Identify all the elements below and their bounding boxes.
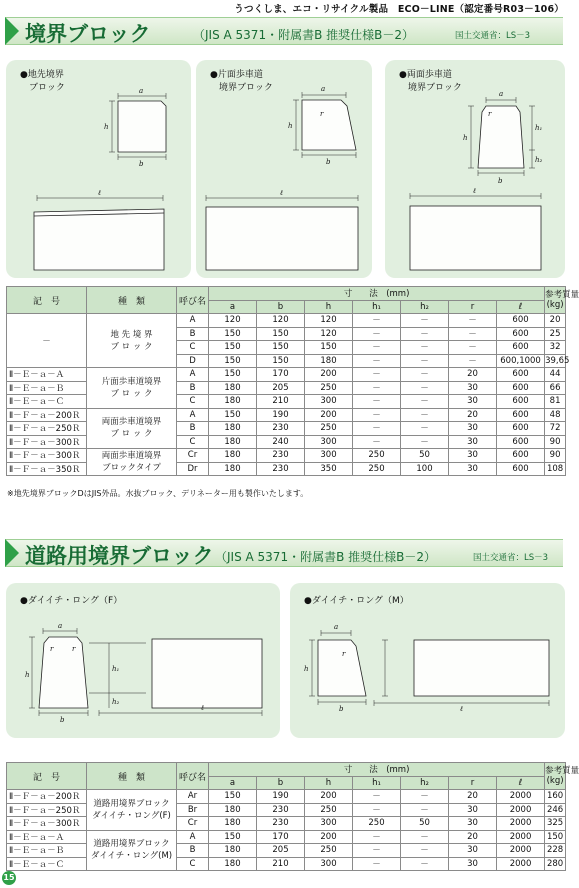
cell-value: 30 bbox=[449, 817, 497, 831]
cell-value: 20 bbox=[449, 790, 497, 804]
cell-value: 250 bbox=[353, 449, 401, 463]
cell-value: 230 bbox=[257, 422, 305, 436]
dim-h-label: h bbox=[104, 123, 109, 131]
cell-code: Ⅱ－Ｆ－ａ－200Ｒ bbox=[7, 408, 87, 422]
cell-value: － bbox=[401, 803, 449, 817]
header-code: 記 号 bbox=[7, 763, 87, 790]
cell-value: 190 bbox=[257, 790, 305, 804]
cell-value: 250 bbox=[353, 817, 401, 831]
cell-name: Cr bbox=[177, 817, 209, 831]
cell-value: 180 bbox=[209, 844, 257, 858]
cell-code: Ⅱ－Ｆ－ａ－300Ｒ bbox=[7, 435, 87, 449]
table-row bbox=[7, 830, 566, 844]
panel-label: ●片面歩車道 境界ブロック bbox=[210, 70, 273, 93]
section1-header bbox=[5, 17, 563, 45]
cell-value: 30 bbox=[449, 435, 497, 449]
cell-value: 44 bbox=[545, 368, 566, 382]
cell-code: Ⅱ－Ｆ－ａ－300Ｒ bbox=[7, 449, 87, 463]
cell-value: － bbox=[401, 381, 449, 395]
cell-code: Ⅱ－Ｅ－ａ－Ｂ bbox=[7, 844, 87, 858]
cell-value: 20 bbox=[449, 408, 497, 422]
cell-name: Cr bbox=[177, 449, 209, 463]
cell-value: 90 bbox=[545, 449, 566, 463]
cell-value: 300 bbox=[305, 395, 353, 409]
cell-value: 2000 bbox=[497, 844, 545, 858]
table-row bbox=[7, 408, 566, 422]
table-row bbox=[7, 790, 566, 804]
section2-standard: （JIS A 5371・附属書B 推奨仕様B－2） bbox=[215, 550, 436, 564]
cell-value: － bbox=[401, 395, 449, 409]
cell-name: C bbox=[177, 857, 209, 871]
section2-header bbox=[5, 539, 563, 567]
header-name: 呼び名 bbox=[177, 287, 209, 314]
dim-l-label: ℓ bbox=[98, 189, 101, 197]
cell-value: 150 bbox=[257, 327, 305, 341]
cell-value: － bbox=[353, 422, 401, 436]
dim-r-label: r bbox=[50, 645, 54, 653]
dim-b-label: b bbox=[339, 705, 344, 713]
cell-value: 350 bbox=[305, 462, 353, 476]
cell-value: 600 bbox=[497, 381, 545, 395]
cell-name: D bbox=[177, 354, 209, 368]
dim-h1-label: h₁ bbox=[112, 665, 120, 673]
cell-value: 72 bbox=[545, 422, 566, 436]
cell-value: － bbox=[401, 790, 449, 804]
cell-value: 200 bbox=[305, 408, 353, 422]
cell-value: 200 bbox=[305, 368, 353, 382]
cell-value: － bbox=[353, 844, 401, 858]
cell-value: 30 bbox=[449, 449, 497, 463]
cell-type: 地 先 境 界 ブ ロ ッ ク bbox=[87, 314, 177, 368]
tagline: うつくしま、エコ・リサイクル製品 ECO－LINE（認定番号R03－106） bbox=[234, 4, 564, 15]
cell-value: － bbox=[401, 830, 449, 844]
cell-value: 250 bbox=[305, 381, 353, 395]
dim-h-label: h bbox=[25, 671, 30, 679]
dim-h2-label: h₂ bbox=[535, 156, 543, 164]
cell-value: 600 bbox=[497, 327, 545, 341]
subheader-r: r bbox=[449, 300, 497, 314]
subheader-h₂: h₂ bbox=[401, 776, 449, 790]
diagram-panel-katamen bbox=[196, 60, 372, 278]
cell-value: 300 bbox=[305, 857, 353, 871]
cell-value: － bbox=[353, 408, 401, 422]
cell-value: 205 bbox=[257, 381, 305, 395]
cell-value: 180 bbox=[209, 857, 257, 871]
footnote: ※地先境界ブロックDはJIS外品。水抜ブロック、デリネーター用も製作いたします。 bbox=[7, 489, 309, 498]
subheader-h₁: h₁ bbox=[353, 776, 401, 790]
dim-l-label: ℓ bbox=[473, 187, 476, 195]
cell-value: 180 bbox=[305, 354, 353, 368]
cell-value: 250 bbox=[305, 803, 353, 817]
cell-value: 39,65 bbox=[545, 355, 570, 366]
dim-a-label: a bbox=[499, 90, 504, 98]
cell-name: A bbox=[177, 314, 209, 328]
cell-type: 片面歩車道境界 ブ ロ ッ ク bbox=[87, 368, 177, 409]
cell-name: B bbox=[177, 844, 209, 858]
section2-ref: 国土交通省：LS－3 bbox=[473, 553, 549, 563]
cell-name: C bbox=[177, 395, 209, 409]
cell-value: 210 bbox=[257, 395, 305, 409]
cell-code: Ⅱ－Ｅ－ａ－Ａ bbox=[7, 830, 87, 844]
cell-value: 150 bbox=[209, 368, 257, 382]
table-row bbox=[7, 314, 566, 328]
cell-value: － bbox=[401, 368, 449, 382]
dim-h-label: h bbox=[463, 134, 468, 142]
cell-name: Br bbox=[177, 803, 209, 817]
cell-name: Ar bbox=[177, 790, 209, 804]
cell-value: － bbox=[353, 327, 401, 341]
cell-code: Ⅱ－Ｆ－ａ－300Ｒ bbox=[7, 817, 87, 831]
table-row bbox=[7, 368, 566, 382]
cell-code: Ⅱ－Ｅ－ａ－Ａ bbox=[7, 368, 87, 382]
subheader-ℓ: ℓ bbox=[497, 300, 545, 314]
cell-value: － bbox=[353, 341, 401, 355]
cell-value: 230 bbox=[257, 803, 305, 817]
subheader-b: b bbox=[257, 776, 305, 790]
cell-name: Dr bbox=[177, 462, 209, 476]
dim-h1-label: h₁ bbox=[535, 124, 543, 132]
cell-code: Ⅱ－Ｆ－ａ－200Ｒ bbox=[7, 790, 87, 804]
cell-value: 30 bbox=[449, 422, 497, 436]
cell-code: Ⅱ－Ｅ－ａ－Ｃ bbox=[7, 395, 87, 409]
cell-value: 150 bbox=[305, 341, 353, 355]
dim-l-label: ℓ bbox=[280, 189, 283, 197]
dim-h-label: h bbox=[304, 665, 309, 673]
diagram-panel-long-m bbox=[290, 583, 565, 738]
subheader-h: h bbox=[305, 776, 353, 790]
cell-value: 600,1000 bbox=[497, 354, 545, 368]
cell-value: 180 bbox=[209, 422, 257, 436]
subheader-a: a bbox=[209, 776, 257, 790]
page-number: 15 bbox=[2, 871, 16, 885]
cell-value: 30 bbox=[449, 381, 497, 395]
cell-value: － bbox=[401, 422, 449, 436]
cell-value: 50 bbox=[401, 449, 449, 463]
cell-value: 30 bbox=[449, 395, 497, 409]
cell-code: Ⅱ－Ｆ－ａ－250Ｒ bbox=[7, 803, 87, 817]
cell-value: － bbox=[449, 354, 497, 368]
cell-value: － bbox=[353, 790, 401, 804]
cell-code: － bbox=[7, 314, 87, 368]
cell-value: 32 bbox=[545, 341, 566, 355]
cell-value: － bbox=[353, 857, 401, 871]
dim-b-label: b bbox=[139, 160, 144, 168]
panel-label: ●ダイイチ・ロング（F） bbox=[20, 596, 123, 606]
cell-value: － bbox=[353, 368, 401, 382]
cell-value: 120 bbox=[209, 314, 257, 328]
cell-value: 150 bbox=[209, 790, 257, 804]
cell-value: － bbox=[449, 314, 497, 328]
diagram-panel-ryomen bbox=[385, 60, 565, 278]
section1-standard: （JIS A 5371・附属書B 推奨仕様B－2） bbox=[193, 28, 414, 42]
cell-value: 2000 bbox=[497, 830, 545, 844]
dim-a-label: a bbox=[321, 85, 326, 93]
cell-code: Ⅱ－Ｅ－ａ－Ｂ bbox=[7, 381, 87, 395]
cell-code: Ⅱ－Ｆ－ａ－350Ｒ bbox=[7, 462, 87, 476]
cell-value: － bbox=[353, 435, 401, 449]
cell-value: 190 bbox=[257, 408, 305, 422]
cell-value: 120 bbox=[305, 327, 353, 341]
subheader-ℓ: ℓ bbox=[497, 776, 545, 790]
cell-value: 600 bbox=[497, 341, 545, 355]
cell-value: － bbox=[353, 803, 401, 817]
cell-value: 48 bbox=[545, 408, 566, 422]
dim-b-label: b bbox=[326, 158, 331, 166]
cell-value: 250 bbox=[353, 462, 401, 476]
cell-name: B bbox=[177, 422, 209, 436]
cell-value: 20 bbox=[545, 314, 566, 328]
cell-value: 180 bbox=[209, 395, 257, 409]
cell-value: 120 bbox=[305, 314, 353, 328]
dim-a-label: a bbox=[58, 622, 63, 630]
cell-value: 280 bbox=[545, 857, 566, 871]
header-code: 記 号 bbox=[7, 287, 87, 314]
cell-value: 180 bbox=[209, 435, 257, 449]
cell-type: 道路用境界ブロック ダイイチ・ロング(F) bbox=[87, 790, 177, 831]
cell-value: 600 bbox=[497, 368, 545, 382]
cell-value: 240 bbox=[257, 435, 305, 449]
dim-a-label: a bbox=[139, 87, 144, 95]
cell-value: － bbox=[401, 341, 449, 355]
dim-r-label: r bbox=[488, 110, 492, 118]
dim-b-label: b bbox=[498, 177, 503, 185]
cell-value: 170 bbox=[257, 368, 305, 382]
cell-value: 150 bbox=[545, 830, 566, 844]
spec-table-2 bbox=[6, 762, 579, 871]
cell-value: 30 bbox=[449, 462, 497, 476]
cell-value: － bbox=[449, 327, 497, 341]
subheader-b: b bbox=[257, 300, 305, 314]
cell-value: 205 bbox=[257, 844, 305, 858]
cell-name: C bbox=[177, 341, 209, 355]
cell-value: 325 bbox=[545, 817, 566, 831]
cell-value: 210 bbox=[257, 857, 305, 871]
cell-value: － bbox=[353, 395, 401, 409]
cell-value: － bbox=[401, 844, 449, 858]
cell-value: 108 bbox=[545, 462, 566, 476]
cell-value: 180 bbox=[209, 462, 257, 476]
cell-value: 150 bbox=[209, 341, 257, 355]
subheader-h₁: h₁ bbox=[353, 300, 401, 314]
dim-l-label: ℓ bbox=[460, 705, 463, 713]
cell-value: 180 bbox=[209, 817, 257, 831]
cell-value: 66 bbox=[545, 381, 566, 395]
cell-value: 230 bbox=[257, 462, 305, 476]
cell-value: 180 bbox=[209, 803, 257, 817]
cell-value: － bbox=[353, 354, 401, 368]
cell-name: A bbox=[177, 408, 209, 422]
cell-value: － bbox=[401, 408, 449, 422]
cell-name: A bbox=[177, 368, 209, 382]
cell-value: 250 bbox=[305, 422, 353, 436]
cell-value: 50 bbox=[401, 817, 449, 831]
cell-value: 30 bbox=[449, 803, 497, 817]
cell-value: 250 bbox=[305, 844, 353, 858]
cell-code: Ⅱ－Ｆ－ａ－250Ｒ bbox=[7, 422, 87, 436]
cell-value: － bbox=[401, 435, 449, 449]
cell-value: 230 bbox=[257, 817, 305, 831]
cell-value: 600 bbox=[497, 408, 545, 422]
dim-b-label: b bbox=[60, 716, 65, 724]
cell-value: 20 bbox=[449, 368, 497, 382]
panel-label: ●ダイイチ・ロング（M） bbox=[304, 596, 409, 606]
cell-value: 200 bbox=[305, 830, 353, 844]
cell-value: 2000 bbox=[497, 817, 545, 831]
cell-value: 600 bbox=[497, 422, 545, 436]
cell-value: 2000 bbox=[497, 790, 545, 804]
cell-value: － bbox=[449, 341, 497, 355]
cell-value: 180 bbox=[209, 449, 257, 463]
panel-label: ●地先境界 ブロック bbox=[20, 70, 65, 93]
panel-label: ●両面歩車道 境界ブロック bbox=[399, 70, 462, 93]
cell-value: 90 bbox=[545, 435, 566, 449]
cell-value: 160 bbox=[545, 790, 566, 804]
cell-value: 100 bbox=[401, 462, 449, 476]
cell-value: 600 bbox=[497, 435, 545, 449]
cell-value: 25 bbox=[545, 327, 566, 341]
dim-h2-label: h₂ bbox=[112, 698, 120, 706]
cell-type: 両面歩車道境界 ブロックタイプ bbox=[87, 449, 177, 476]
cell-value: 600 bbox=[497, 462, 545, 476]
cell-value: 600 bbox=[497, 314, 545, 328]
cell-type: 道路用境界ブロック ダイイチ・ロング(M) bbox=[87, 830, 177, 871]
dim-r-label: r bbox=[342, 650, 346, 658]
header-name: 呼び名 bbox=[177, 763, 209, 790]
header-type: 種 類 bbox=[87, 763, 177, 790]
cell-code: Ⅱ－Ｅ－ａ－Ｃ bbox=[7, 857, 87, 871]
cell-value: 228 bbox=[545, 844, 566, 858]
cell-value: 600 bbox=[497, 449, 545, 463]
cell-value: 150 bbox=[209, 354, 257, 368]
cell-value: 150 bbox=[209, 327, 257, 341]
cell-value: 230 bbox=[257, 449, 305, 463]
cell-name: C bbox=[177, 435, 209, 449]
cell-value: 30 bbox=[449, 857, 497, 871]
diagram-panel-jisaki bbox=[6, 60, 191, 278]
cell-value: 120 bbox=[257, 314, 305, 328]
cell-value: － bbox=[353, 381, 401, 395]
section2-title: 道路用境界ブロック bbox=[25, 544, 214, 568]
diagram-panel-long-f bbox=[6, 583, 280, 738]
cell-value: 150 bbox=[257, 341, 305, 355]
spec-table-1 bbox=[6, 286, 579, 476]
subheader-r: r bbox=[449, 776, 497, 790]
section1-ref: 国土交通省：LS－3 bbox=[455, 31, 531, 41]
cell-value: 2000 bbox=[497, 803, 545, 817]
header-type: 種 類 bbox=[87, 287, 177, 314]
cell-value: 20 bbox=[449, 830, 497, 844]
dim-h-label: h bbox=[288, 122, 293, 130]
section-arrow-icon bbox=[5, 539, 19, 567]
cell-value: － bbox=[401, 327, 449, 341]
cell-value: － bbox=[353, 830, 401, 844]
section1-title: 境界ブロック bbox=[25, 22, 151, 46]
cell-value: － bbox=[401, 857, 449, 871]
cell-value: 600 bbox=[497, 395, 545, 409]
cell-value: － bbox=[353, 314, 401, 328]
header-weight: 参考質量 (kg) bbox=[545, 763, 566, 790]
dim-a-label: a bbox=[334, 623, 339, 631]
cell-value: 150 bbox=[209, 408, 257, 422]
cell-value: 200 bbox=[305, 790, 353, 804]
cell-name: B bbox=[177, 327, 209, 341]
cell-value: 2000 bbox=[497, 857, 545, 871]
table-row bbox=[7, 449, 566, 463]
section-arrow-icon bbox=[5, 17, 19, 45]
cell-value: 300 bbox=[305, 817, 353, 831]
cell-value: 300 bbox=[305, 449, 353, 463]
cell-type: 両面歩車道境界 ブ ロ ッ ク bbox=[87, 408, 177, 449]
cell-name: A bbox=[177, 830, 209, 844]
cell-name: B bbox=[177, 381, 209, 395]
cell-value: 300 bbox=[305, 435, 353, 449]
dim-r-label-2: r bbox=[72, 645, 76, 653]
cell-value: － bbox=[401, 354, 449, 368]
cell-value: 150 bbox=[257, 354, 305, 368]
cell-value: 246 bbox=[545, 803, 566, 817]
cell-value: － bbox=[401, 314, 449, 328]
dim-l-label: ℓ bbox=[201, 704, 204, 712]
cell-value: 81 bbox=[545, 395, 566, 409]
header-weight: 参考質量 (kg) bbox=[545, 287, 566, 314]
subheader-h: h bbox=[305, 300, 353, 314]
subheader-h₂: h₂ bbox=[401, 300, 449, 314]
cell-value: 30 bbox=[449, 844, 497, 858]
dim-r-label: r bbox=[320, 110, 324, 118]
subheader-a: a bbox=[209, 300, 257, 314]
cell-value: 180 bbox=[209, 381, 257, 395]
cell-value: 150 bbox=[209, 830, 257, 844]
header-dims: 寸 法 (mm) bbox=[209, 287, 545, 301]
cell-value: 170 bbox=[257, 830, 305, 844]
header-dims: 寸 法 (mm) bbox=[209, 763, 545, 777]
